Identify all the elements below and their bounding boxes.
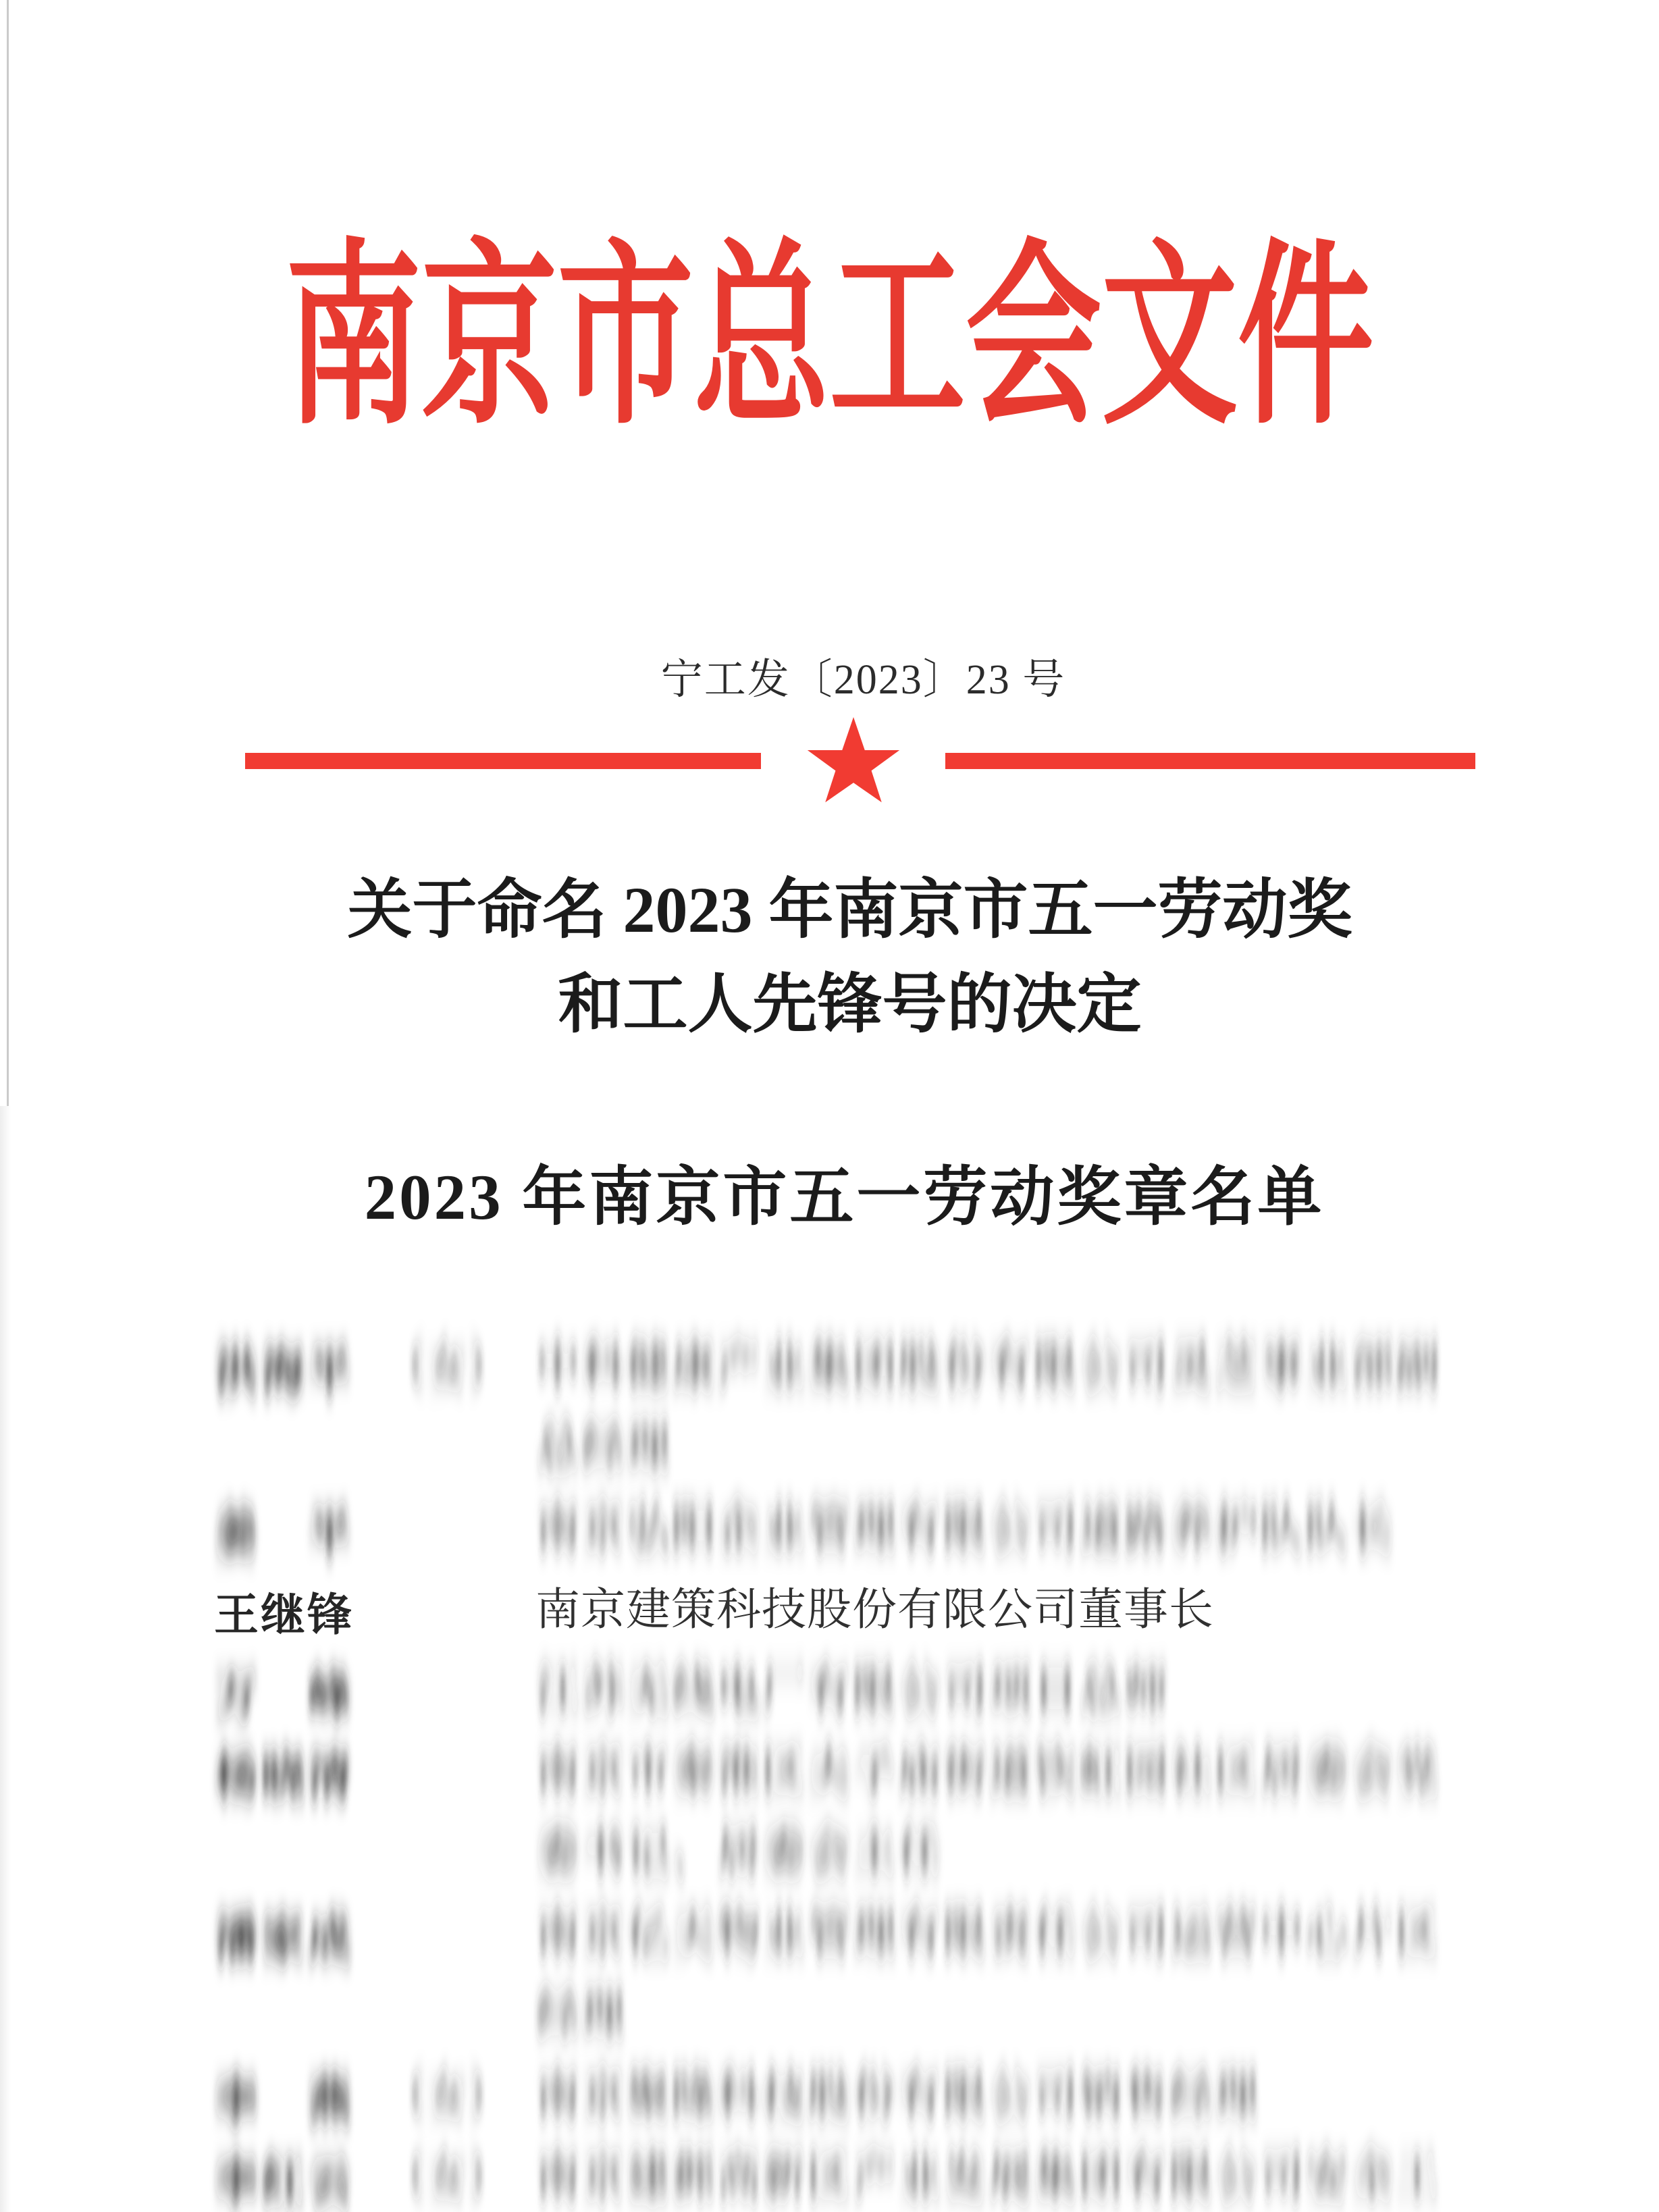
document-number: 宁工发〔2023〕23 号 <box>660 657 1066 703</box>
awardee-name-char: 洪 <box>214 1346 259 1396</box>
awardee-name-char: 燕 <box>307 2075 352 2126</box>
awardee-name-char: 万 <box>214 1670 259 1720</box>
awardee-gender: （女） <box>386 1345 508 1390</box>
award-list-line <box>0 1813 1659 1894</box>
awardee-name <box>214 1813 352 1894</box>
awardee-name-char: 锋 <box>307 1589 352 1639</box>
awardee-name-char: 平 <box>307 1346 352 1396</box>
awardee-name-char: 家 <box>261 1913 305 1964</box>
awardee-name-char: 晓 <box>261 1751 305 1801</box>
awardee-name-char: 清 <box>307 1751 352 1801</box>
section-title: 2023 年南京市五一劳动奖章名单 <box>364 1161 1325 1233</box>
award-list-line <box>0 2056 1659 2137</box>
awardee-affiliation: 委书记、居委会主任 <box>535 1828 943 1878</box>
decision-title-line2: 和工人先锋号的决定 <box>558 968 1142 1041</box>
awardee-name <box>214 1570 352 1651</box>
awardee-name <box>214 1651 352 1732</box>
award-list-line <box>0 1732 1659 1813</box>
awardee-affiliation: 南京聚隆科技股份有限公司销售经理 <box>535 2072 1259 2121</box>
awardee-name-char: 王 <box>214 1589 259 1639</box>
awardee-affiliation: 南京弘阳企业管理有限公司道路养护队队长 <box>535 1504 1395 1554</box>
awardee-affiliation: 南京市秦淮区夫子庙街道饮虹园社区居委会党 <box>535 1747 1440 1797</box>
award-list-line <box>0 1408 1659 1489</box>
award-list-line <box>0 1327 1659 1408</box>
awardee-name-char: 姜 <box>214 1508 259 1558</box>
awardee-affiliation: 中科健康产业集团股份有限公司灵芝事业部副 <box>535 1342 1440 1392</box>
awardee-name <box>214 2137 352 2212</box>
awardee-gender: （女） <box>386 2155 508 2200</box>
award-list-line <box>0 1975 1659 2056</box>
award-list-line <box>0 1894 1659 1975</box>
awardee-gender: （女） <box>386 2074 508 2119</box>
awardee-affiliation: 南京建策科技股份有限公司董事长 <box>535 1585 1214 1635</box>
awardee-name-char: 继 <box>261 1589 305 1639</box>
awardee-affiliation: 南京建邺高新区产业发展集团有限公司安全工 <box>535 2153 1440 2202</box>
awardee-affiliation: 经理 <box>535 1991 626 2040</box>
decision-title-line1: 关于命名 2023 年南京市五一劳动奖 <box>347 874 1352 946</box>
awardee-name-char: 潘 <box>214 1913 259 1964</box>
awardee-name-char: 红 <box>261 2156 305 2207</box>
awardee-name-char: 杨 <box>214 1751 259 1801</box>
awardee-affiliation: 南京亿天物业管理有限责任公司运营中心片区 <box>535 1910 1440 1959</box>
awardee-name <box>214 1408 352 1489</box>
awardee-name <box>214 1489 352 1570</box>
awardee-name-char: 峰 <box>307 1670 352 1720</box>
awardee-name-char: 海 <box>261 1346 305 1396</box>
award-list-line <box>0 2137 1659 2212</box>
awardee-affiliation: 总经理 <box>535 1423 671 1473</box>
awardee-name-char: 平 <box>307 1508 352 1558</box>
awardee-name <box>214 1327 352 1408</box>
award-list-line <box>0 1489 1659 1570</box>
awardee-name-char: 李 <box>214 2156 259 2207</box>
awardee-name <box>214 1894 352 1975</box>
awardee-name-char: 云 <box>307 2156 352 2207</box>
awardee-name <box>214 1732 352 1813</box>
award-list-line <box>0 1570 1659 1651</box>
awardee-name <box>214 2056 352 2137</box>
awardee-name <box>214 1975 352 2056</box>
award-list-line <box>0 1651 1659 1732</box>
letterhead-title: 南京市总工会文件 <box>285 230 1374 448</box>
awardee-name-char: 成 <box>307 1913 352 1964</box>
awardee-affiliation: 江苏无线电厂有限公司项目总师 <box>535 1666 1169 1716</box>
awardee-name-char: 李 <box>214 2075 259 2126</box>
